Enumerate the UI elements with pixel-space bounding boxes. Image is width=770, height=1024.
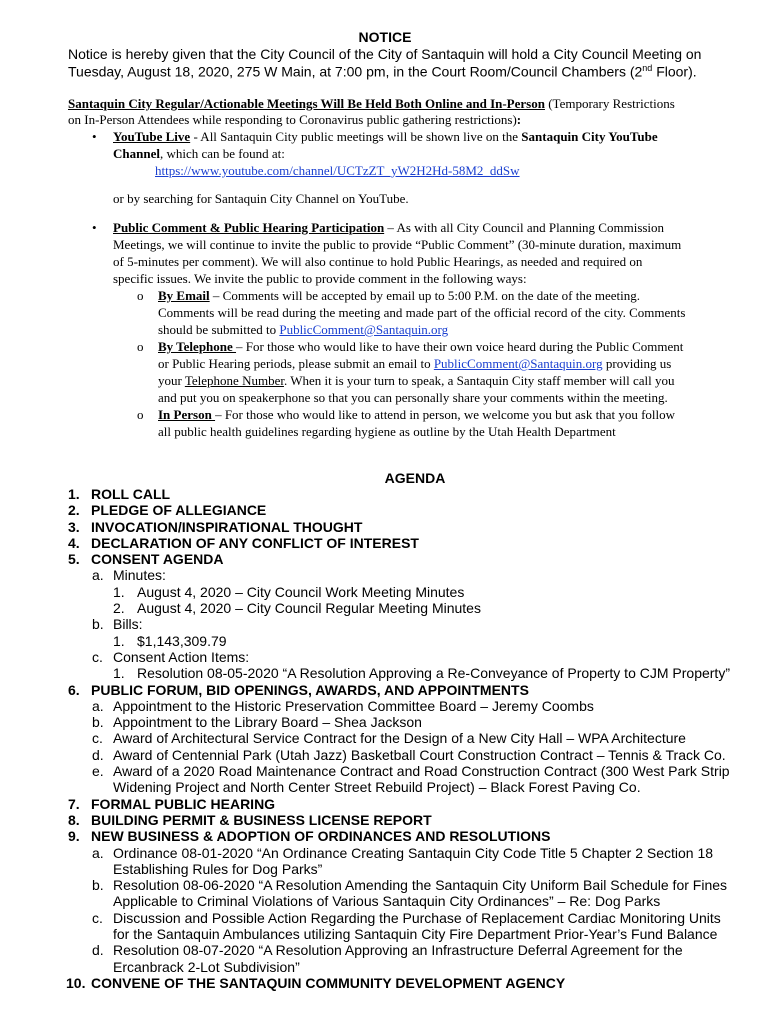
agenda-item-number: 5. xyxy=(68,551,80,567)
agenda-item-text: Appointment to the Library Board – Shea Jackson xyxy=(113,714,422,730)
agenda-item-text: $1,143,309.79 xyxy=(137,633,227,649)
agenda-item-number: d. xyxy=(92,747,104,763)
public-comment-line-3: of 5-minutes per comment). We will also continue to hold Public Hearings, as needed and required on xyxy=(113,254,643,269)
agenda-item-text: ROLL CALL xyxy=(91,486,171,502)
agenda-item-text: August 4, 2020 – City Council Regular Meeting Minutes xyxy=(137,600,481,616)
agenda-item-number: 6. xyxy=(68,682,80,698)
in-person-line-2: all public health guidelines regarding hygiene as outline by the Utah Health Department xyxy=(158,424,616,439)
agenda-item-number: a. xyxy=(92,698,104,714)
agenda-item-text: Ordinance 08-01-2020 “An Ordinance Creating Santaquin City Code Title 5 Chapter 2 Section 18 xyxy=(113,845,714,861)
email-line-3: should be submitted to PublicComment@Santaquin.org xyxy=(158,322,449,337)
agenda-item-number: 2. xyxy=(113,600,125,616)
agenda-item-number: c. xyxy=(92,910,103,926)
agenda-item-text: Discussion and Possible Action Regarding the Purchase of Replacement Cardiac Monitoring Units xyxy=(113,910,721,926)
email-address-link[interactable]: PublicComment@Santaquin.org xyxy=(433,356,603,371)
agenda-item-text: Applicable to Criminal Violations of Various Santaquin City Ordinances” – Re: Dog Parks xyxy=(113,893,661,909)
agenda-item-number: b. xyxy=(92,877,104,893)
notice-line-1: Notice is hereby given that the City Council of the City of Santaquin will hold a City Council Meeting on xyxy=(68,46,702,62)
youtube-channel-link[interactable]: https://www.youtube.com/channel/UCTzZT_yW2H2Hd-58M2_ddSw xyxy=(155,163,520,178)
agenda-title: AGENDA xyxy=(384,470,446,486)
sub-bullet-marker: o xyxy=(137,407,144,422)
agenda-item-text: Appointment to the Historic Preservation Committee Board – Jeremy Coombs xyxy=(113,698,594,714)
agenda-item-text: DECLARATION OF ANY CONFLICT OF INTEREST xyxy=(91,535,419,551)
agenda-item-number: 4. xyxy=(68,535,80,551)
public-comment-line-1: Public Comment & Public Hearing Participation – As with all City Council and Planning Commission xyxy=(113,220,665,235)
agenda-item-number: 1. xyxy=(68,486,80,502)
sub-bullet-marker: o xyxy=(137,339,144,354)
agenda-item-number: 9. xyxy=(68,828,80,844)
agenda-item-text: BUILDING PERMIT & BUSINESS LICENSE REPORT xyxy=(91,812,432,828)
agenda-item-number: b. xyxy=(92,616,104,632)
restrictions-heading: Santaquin City Regular/Actionable Meetings Will Be Held Both Online and In-Person (Temporary Restrictions xyxy=(68,96,675,111)
bullet-dot: • xyxy=(92,220,97,235)
youtube-live-label: YouTube Live xyxy=(113,129,191,144)
sub-bullet-marker: o xyxy=(137,288,144,303)
agenda-item-text: Award of a 2020 Road Maintenance Contract and Road Construction Contract (300 West Park Strip xyxy=(113,763,730,779)
agenda-item-number: c. xyxy=(92,649,103,665)
telephone-line-3: your Telephone Number. When it is your turn to speak, a Santaquin City staff member will call you xyxy=(158,373,675,388)
agenda-item-text: August 4, 2020 – City Council Work Meeting Minutes xyxy=(137,584,465,600)
agenda-item-number: 3. xyxy=(68,519,80,535)
agenda-item-number: 1. xyxy=(113,665,125,681)
in-person-line-1: In Person – For those who would like to attend in person, we welcome you but ask that you follow xyxy=(158,407,676,422)
agenda-item-text: Award of Architectural Service Contract for the Design of a New City Hall – WPA Architecture xyxy=(113,730,686,746)
agenda-item-text: Resolution 08-05-2020 “A Resolution Approving a Re-Conveyance of Property to CJM Property” xyxy=(137,665,730,681)
bullet-dot: • xyxy=(92,129,97,144)
email-line-1: By Email – Comments will be accepted by email up to 5:00 P.M. on the date of the meeting. xyxy=(158,288,641,303)
agenda-item-text: INVOCATION/INSPIRATIONAL THOUGHT xyxy=(91,519,363,535)
public-comment-line-2: Meetings, we will continue to invite the public to provide “Public Comment” (30-minute duration, maximum xyxy=(113,237,682,252)
notice-line-2: Tuesday, August 18, 2020, 275 W Main, at 7:00 pm, in the Court Room/Council Chambers (2nd Floor). xyxy=(68,63,697,80)
youtube-line-2: Channel, which can be found at: xyxy=(113,146,285,161)
agenda-item-number: 1. xyxy=(113,633,125,649)
agenda-item-text: Bills: xyxy=(113,616,143,632)
youtube-line-1: YouTube Live - All Santaquin City public meetings will be shown live on the Santaquin City YouTube xyxy=(113,129,658,144)
telephone-line-1: By Telephone – For those who would like to have their own voice heard during the Public Comment xyxy=(158,339,684,354)
agenda-item-text: CONVENE OF THE SANTAQUIN COMMUNITY DEVELOPMENT AGENCY xyxy=(91,975,566,991)
agenda-item-number: d. xyxy=(92,942,104,958)
agenda-item-text: Minutes: xyxy=(113,567,166,583)
agenda-item-number: 1. xyxy=(113,584,125,600)
notice-title: NOTICE xyxy=(358,29,412,45)
agenda-item-text: Consent Action Items: xyxy=(113,649,250,665)
agenda-item-text: Establishing Rules for Dog Parks” xyxy=(113,861,323,877)
agenda-item-number: e. xyxy=(92,763,104,779)
agenda-item-number: a. xyxy=(92,567,104,583)
agenda-item-text: Widening Project and North Center Street Rebuild Project) – Black Forest Paving Co. xyxy=(113,779,641,795)
telephone-line-2: or Public Hearing periods, please submit an email to PublicComment@Santaquin.org providing us xyxy=(158,356,672,371)
agenda-item-text: for the Santaquin Ambulances utilizing Santaquin City Fire Department Prior-Year’s Fund Balance xyxy=(113,926,718,942)
public-comment-line-4: specific issues. We invite the public to provide comment in the following ways: xyxy=(113,271,527,286)
agenda-item-text: Ercanbrack 2-Lot Subdivision” xyxy=(113,959,300,975)
agenda-item-text: PLEDGE OF ALLEGIANCE xyxy=(91,502,267,518)
agenda-item-number: c. xyxy=(92,730,103,746)
agenda-item-text: Award of Centennial Park (Utah Jazz) Basketball Court Construction Contract – Tennis & Track Co. xyxy=(113,747,726,763)
agenda-item-text: CONSENT AGENDA xyxy=(91,551,224,567)
agenda-item-number: 8. xyxy=(68,812,80,828)
restrictions-line-2: on In-Person Attendees while responding to Coronavirus public gathering restrictions): xyxy=(68,112,522,127)
agenda-item-text: PUBLIC FORUM, BID OPENINGS, AWARDS, AND APPOINTMENTS xyxy=(91,682,529,698)
email-line-2: Comments will be read during the meeting and made part of the official record of the city. Comments xyxy=(158,305,686,320)
email-address-link[interactable]: PublicComment@Santaquin.org xyxy=(279,322,449,337)
telephone-line-4: and put you on speakerphone so that you can personally share your comments within the meeting. xyxy=(158,390,668,405)
agenda-item-text: NEW BUSINESS & ADOPTION OF ORDINANCES AND RESOLUTIONS xyxy=(91,828,551,844)
agenda-item-number: 10. xyxy=(66,975,86,991)
agenda-item-number: 2. xyxy=(68,502,80,518)
agenda-item-number: a. xyxy=(92,845,104,861)
agenda-item-text: Resolution 08-06-2020 “A Resolution Amending the Santaquin City Uniform Bail Schedule for Fines xyxy=(113,877,728,893)
agenda-item-text: Resolution 08-07-2020 “A Resolution Approving an Infrastructure Deferral Agreement for the xyxy=(113,942,683,958)
youtube-or-text: or by searching for Santaquin City Channel on YouTube. xyxy=(113,191,409,206)
agenda-item-number: 7. xyxy=(68,796,80,812)
agenda-item-text: FORMAL PUBLIC HEARING xyxy=(91,796,276,812)
agenda-item-number: b. xyxy=(92,714,104,730)
